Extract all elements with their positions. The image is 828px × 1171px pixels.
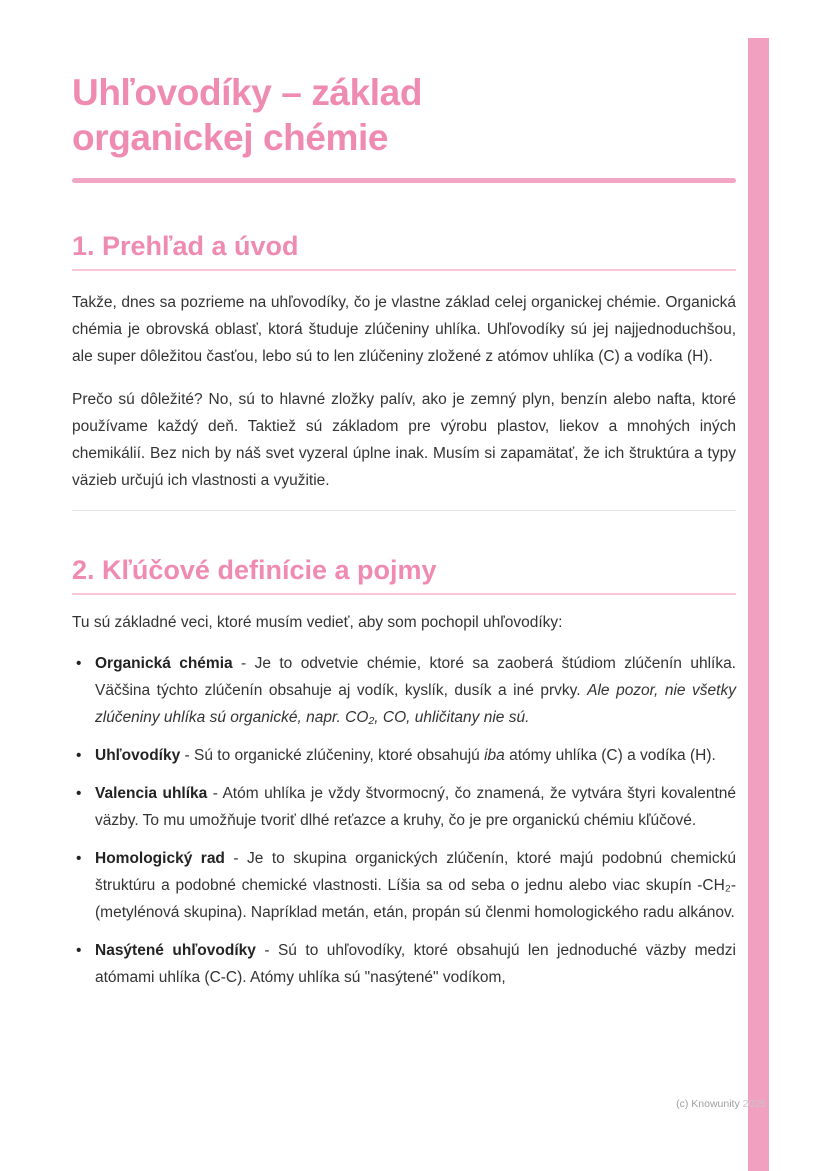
term-definition: - Sú to organické zlúčeniny, ktoré obsahujú: [180, 747, 485, 764]
term-definition: - Sú to uhľovodíky, ktoré obsahujú len jednoduché väzby medzi atómami uhlíka (C-C). Atómy uhlíka sú "nasýtené" vodíkom,: [95, 942, 736, 986]
document-content: [72, 0, 736, 1002]
section-2-underline-rule: [72, 593, 736, 595]
list-item-organic-chemistry: [72, 650, 736, 731]
page-title-line-2: organickej chémie: [72, 117, 389, 158]
term-label: Uhľovodíky: [95, 747, 181, 764]
page-title: [72, 70, 736, 160]
section-2-heading: 2. Kľúčové definície a pojmy: [72, 555, 437, 585]
term-label: Organická chémia: [95, 655, 233, 672]
section-1-heading: 1. Prehľad a úvod: [72, 231, 299, 261]
footer-credit: [676, 1098, 766, 1110]
section-1-underline-rule: [72, 269, 736, 271]
list-item-homologous-series: [72, 845, 736, 926]
section-overview: [72, 231, 736, 494]
term-note-italic: Ale pozor, nie všetky zlúčeniny uhlíka sú organické, napr. CO₂, CO, uhličitany nie sú.: [95, 682, 736, 726]
paragraph-importance: Prečo sú dôležité? No, sú to hlavné zložky palív, ako je zemný plyn, benzín alebo nafta, ktoré používame každý deň. Taktiež sú základom pre výrobu plastov, liekov a mnohých iných chemikálií. Bez nich by náš svet vyzeral úplne inak. Musím si zapamätať, že ich štruktúra a typy väzieb určujú ich vlastnosti a využitie.: [72, 391, 736, 489]
footer-year: 2025: [742, 1098, 766, 1110]
term-emphasis-italic: iba: [484, 747, 505, 764]
term-definition: atómy uhlíka (C) a vodíka (H).: [504, 747, 716, 764]
term-label: Homologický rad: [95, 850, 225, 867]
term-definition: - Je to skupina organických zlúčenín, ktoré majú podobnú chemickú štruktúru a podobné chemické vlastnosti. Líšia sa od seba o jednu alebo viac skupín -CH₂- (metylénová skupina). Napríklad metán, etán, propán sú členmi homologického radu alkánov.: [95, 850, 736, 921]
definitions-list: [72, 650, 736, 991]
title-underline-rule: [72, 178, 736, 183]
section-divider: [72, 510, 736, 511]
term-definition: - Je to odvetvie chémie, ktoré sa zaoberá štúdiom zlúčenín uhlíka. Väčšina týchto zlúčenín obsahuje aj vodík, kyslík, dusík a iné prvky.: [95, 655, 736, 699]
list-item-carbon-valence: [72, 780, 736, 834]
right-accent-bar: [748, 38, 769, 1171]
paragraph-intro-hydrocarbons: Takže, dnes sa pozrieme na uhľovodíky, čo je vlastne základ celej organickej chémie. Organická chémia je obrovská oblasť, ktorá študuje zlúčeniny uhlíka. Uhľovodíky sú jej najjednoduchšou, ale super dôležitou časťou, lebo sú to len zlúčeniny zložené z atómov uhlíka (C) a vodíka (H).: [72, 294, 736, 365]
term-label: Nasýtené uhľovodíky: [95, 942, 256, 959]
footer-credit-text: (c) Knowunity: [676, 1098, 740, 1110]
section-2-intro: Tu sú základné veci, ktoré musím vedieť, aby som pochopil uhľovodíky:: [72, 614, 563, 631]
list-item-hydrocarbons: [72, 742, 736, 769]
list-item-saturated-hydrocarbons: [72, 937, 736, 991]
page-title-line-1: Uhľovodíky – základ: [72, 72, 423, 113]
term-definition: - Atóm uhlíka je vždy štvormocný, čo znamená, že vytvára štyri kovalentné väzby. To mu umožňuje tvoriť dlhé reťazce a kruhy, čo je pre organickú chémiu kľúčové.: [95, 785, 736, 829]
section-definitions: [72, 555, 736, 991]
term-label: Valencia uhlíka: [95, 785, 208, 802]
